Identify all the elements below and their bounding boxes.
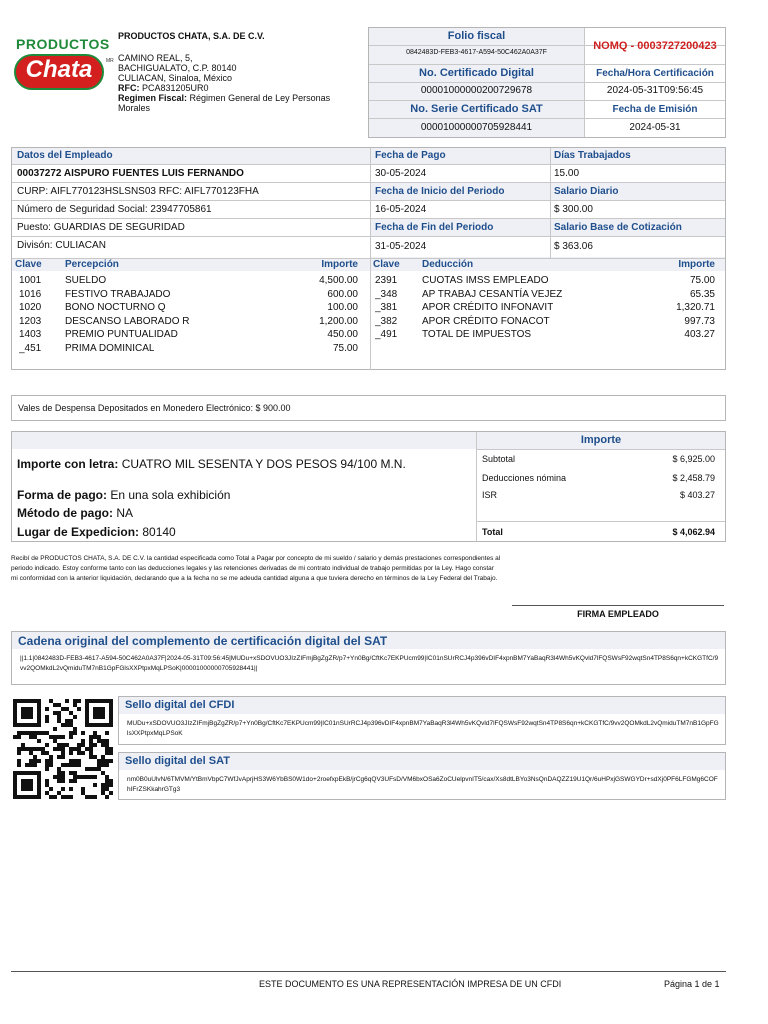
firma-empleado: FIRMA EMPLEADO [577, 609, 659, 619]
forma-value: En una sola exhibición [110, 488, 231, 502]
importe-cell: 75.00 [332, 342, 358, 354]
qr-code [12, 697, 114, 802]
concepto-cell: BONO NOCTURNO Q [65, 302, 166, 313]
employee-section-label: Datos del Empleado [17, 150, 113, 161]
folio-fiscal-label: Folio fiscal [447, 30, 506, 42]
deducciones-label: Deducciones nómina [482, 473, 567, 483]
importe-cell: 403.27 [684, 329, 715, 340]
cert-digital-value: 00001000000200729678 [420, 85, 533, 96]
fin-periodo-label: Fecha de Fin del Periodo [375, 222, 494, 233]
clave-cell: 1001 [19, 275, 42, 286]
nomq-number: NOMQ - 0003727200423 [593, 40, 717, 52]
deduccion-concepto-header: Deducción [422, 259, 474, 270]
concepto-cell: PRIMA DOMINICAL [65, 342, 155, 354]
vales-text: Vales de Despensa Depositados en Monedero Electrónico: $ 900.00 [18, 403, 291, 413]
cert-digital-label: No. Certificado Digital [419, 67, 534, 79]
concepto-cell: SUELDO [65, 275, 107, 286]
logo-trademark: MR [106, 58, 114, 64]
letra-value: CUATRO MIL SESENTA Y DOS PESOS 94/100 M.N. [121, 457, 406, 471]
forma-pago [17, 488, 230, 502]
clave-cell: _348 [375, 288, 398, 300]
table-row [12, 315, 370, 329]
importe-cell: 100.00 [327, 302, 358, 313]
table-row [370, 315, 725, 329]
fecha-emision-label: Fecha de Emisión [612, 104, 698, 115]
regimen-value: Régimen General de Ley Personas Morales [118, 93, 331, 113]
employee-puesto: Puesto: GUARDIAS DE SEGURIDAD [17, 222, 185, 233]
company-regimen [118, 93, 363, 113]
qr-code-image [12, 697, 114, 802]
regimen-label: Regimen Fiscal: [118, 93, 188, 103]
isr-value: $ 403.27 [679, 490, 715, 500]
rfc-label: RFC: [118, 83, 140, 93]
sello-sat-text: nm0B0uUlvN/6TMVM/YtBmVbpC7WfJvAprjHS3W6YbBS0W1do+2roefxpEkB/jrCg6qQV3UFsD/VM6bxOSa6ZoCUelpvnIT5/cax/Xs8dtLBYo3NsQnDAQZZ19U1Qr/6uHPxjGSWGYDr+sdXj0PF6LFGMg6COFhIFrZSKkahrGTg3 [127, 776, 718, 793]
sello-cfdi-box [118, 696, 726, 745]
table-row [370, 328, 725, 342]
table-row [12, 274, 370, 288]
company-name: PRODUCTOS CHATA, S.A. DE C.V. [118, 31, 265, 41]
cadena-title: Cadena original del complemento de certificación digital del SAT [18, 634, 388, 648]
lugar-expedicion [17, 525, 176, 539]
concepto-cell: APOR CRÉDITO INFONAVIT [422, 302, 554, 313]
inicio-periodo-value: 16-05-2024 [375, 204, 427, 215]
summary-box [11, 431, 726, 542]
rfc-value: PCA831205UR0 [142, 83, 209, 93]
concepto-cell: AP TRABAJ CESANTÍA VEJEZ [422, 288, 563, 300]
folio-fiscal-value: 0842483D-FEB3-4617-A594-50C462A0A37F [406, 49, 547, 56]
fecha-cert-value: 2024-05-31T09:56:45 [606, 85, 704, 96]
footer-text: ESTE DOCUMENTO ES UNA REPRESENTACIÓN IMPRESA DE UN CFDI [259, 979, 562, 989]
company-logo [12, 36, 114, 94]
concepto-cell: APOR CRÉDITO FONACOT [422, 315, 550, 327]
lugar-label: Lugar de Expedicion: [17, 525, 140, 539]
clave-cell: _451 [19, 342, 42, 354]
concepto-cell: FESTIVO TRABAJADO [65, 288, 171, 300]
sbc-label: Salario Base de Cotización [554, 222, 682, 233]
employee-curp-rfc: CURP: AIFL770123HSLSNS03 RFC: AIFL770123FHA [17, 186, 259, 197]
sello-cfdi-title: Sello digital del CFDI [125, 699, 235, 711]
clave-cell: 2391 [375, 275, 398, 286]
importe-cell: 600.00 [327, 288, 358, 300]
table-row [12, 288, 370, 302]
importe-cell: 997.73 [684, 315, 715, 327]
total-label: Total [482, 527, 503, 537]
address-line-1: CAMINO REAL, 5, [118, 53, 193, 63]
fiscal-box [368, 27, 726, 138]
sat-serie-value: 00001000000705928441 [420, 122, 533, 133]
fin-periodo-value: 31-05-2024 [375, 241, 427, 252]
subtotal-label: Subtotal [482, 454, 516, 464]
clave-cell: _491 [375, 329, 398, 340]
sbc-value: $ 363.06 [554, 241, 593, 252]
importe-cell: 75.00 [689, 275, 715, 286]
company-address [118, 53, 363, 113]
table-row [370, 288, 725, 302]
clave-cell: 1016 [19, 288, 42, 300]
subtotal-value: $ 6,925.00 [672, 454, 715, 464]
metodo-pago [17, 506, 133, 520]
employee-name: 00037272 AISPURO FUENTES LUIS FERNANDO [17, 168, 244, 179]
table-row [370, 274, 725, 288]
deduccion-clave-header: Clave [373, 259, 400, 270]
legal-text: Recibí de PRODUCTOS CHATA, S.A. DE C.V. la cantidad especificada como Total a Pagar por concepto de mi sueldo / salario y demás prestaciones correspondientes al periodo indicado. Estoy conforme tanto con las deducciones legales y las retenciones derivadas de mi contrato individual de trabajo permitidas por la Ley. Hago constar mi conformidad con la anterior liquidación, declarando que a la fecha no se me adeuda cantidad alguna a que tuviera derecho en términos de la Ley Federal del Trabajo. [11, 555, 501, 582]
sello-sat-box [118, 752, 726, 800]
footer-line [11, 971, 726, 972]
clave-cell: _381 [375, 302, 398, 313]
deducciones-value: $ 2,458.79 [672, 473, 715, 483]
percepcion-concepto-header: Percepción [65, 259, 119, 270]
fecha-cert-label: Fecha/Hora Certificación [596, 68, 714, 79]
percepciones-table [12, 274, 370, 355]
address-line-2: BACHIGUALATO, C.P. 80140 [118, 63, 237, 73]
logo-top-text: PRODUCTOS [16, 36, 110, 52]
logo-main-text: Chata [25, 56, 93, 83]
vales-box [11, 395, 726, 421]
clave-cell: 1403 [19, 329, 42, 340]
sello-cfdi-text: MUDu+xSDOVUO3JIzZIFmjBgZgZR/p7+Yn0Bg/CftKc7EKPUcm99|IC01nSUrRCJ4p396vDIF4xpnBM7YaBaqR3l4Wh5vKQvld7lFQSWsF92wqtSn4TP8S6qn+kCKGTfC/9vv2QOMkdL2vQmiduTM7nB1GpFGlsXXPtpxMqLPSoK [127, 720, 719, 737]
importe-cell: 65.35 [689, 288, 715, 300]
metodo-value: NA [116, 506, 134, 520]
cadena-text: ||1.1|0842483D-FEB3-4617-A594-50C462A0A37F|2024-05-31T09:56:45|MUDu+xSDOVUO3JIzZIFmjBgZgZR/p7+Yn0Bg/CftKc7EKPUcm99|IC01nSUrRCJ4p396vDIF4xpnBM7YaBaqR3l4Wh5vKQvld7lFQSWsF92wqtSn4TP8S6qn+kCKGTfC/9vv2QOMkdL2vQmiduTM7nB1GpFGlsXXPtpxMqLPSoK|00001000000705928441|| [20, 655, 719, 672]
sello-sat-title: Sello digital del SAT [125, 755, 230, 767]
forma-label: Forma de pago: [17, 488, 108, 502]
address-line-3: CULIACAN, Sinaloa, México [118, 73, 233, 83]
concepto-cell: TOTAL DE IMPUESTOS [422, 329, 532, 340]
table-row [12, 328, 370, 342]
clave-cell: 1203 [19, 315, 42, 327]
concepto-cell: DESCANSO LABORADO R [65, 315, 190, 327]
employee-nss: Número de Seguridad Social: 23947705861 [17, 204, 212, 215]
page-number: Página 1 de 1 [664, 979, 720, 989]
importe-cell: 1,200.00 [319, 315, 358, 327]
importe-letra [17, 457, 406, 471]
concepto-cell: CUOTAS IMSS EMPLEADO [422, 275, 549, 286]
clave-cell: 1020 [19, 302, 42, 313]
salario-diario-value: $ 300.00 [554, 204, 593, 215]
dias-trabajados-value: 15.00 [554, 168, 580, 179]
total-value: $ 4,062.94 [672, 527, 715, 537]
table-row [12, 301, 370, 315]
isr-label: ISR [482, 490, 498, 500]
importe-cell: 1,320.71 [676, 302, 715, 313]
importe-cell: 450.00 [327, 329, 358, 340]
table-row [12, 342, 370, 356]
lugar-value: 80140 [142, 525, 176, 539]
importe-cell: 4,500.00 [319, 275, 358, 286]
concepto-cell: PREMIO PUNTUALIDAD [65, 329, 178, 340]
inicio-periodo-label: Fecha de Inicio del Periodo [375, 186, 505, 197]
percepcion-clave-header: Clave [15, 259, 42, 270]
importe-header: Importe [580, 434, 622, 446]
deducciones-table [370, 274, 725, 342]
metodo-label: Método de pago: [17, 506, 113, 520]
company-rfc [118, 83, 363, 93]
salario-diario-label: Salario Diario [554, 186, 619, 197]
employee-box [11, 147, 726, 370]
dias-trabajados-label: Días Trabajados [554, 150, 631, 161]
employee-division: Divisón: CULIACAN [17, 240, 106, 251]
percepcion-importe-header: Importe [321, 259, 358, 270]
table-row [370, 301, 725, 315]
clave-cell: _382 [375, 315, 398, 327]
fecha-pago-label: Fecha de Pago [375, 150, 446, 161]
fecha-pago-value: 30-05-2024 [375, 168, 427, 179]
signature-line [512, 605, 724, 606]
letra-label: Importe con letra: [17, 457, 119, 471]
fecha-emision-value: 2024-05-31 [629, 122, 681, 133]
cadena-box [11, 631, 726, 685]
deduccion-importe-header: Importe [678, 259, 715, 270]
sat-serie-label: No. Serie Certificado SAT [410, 103, 543, 115]
